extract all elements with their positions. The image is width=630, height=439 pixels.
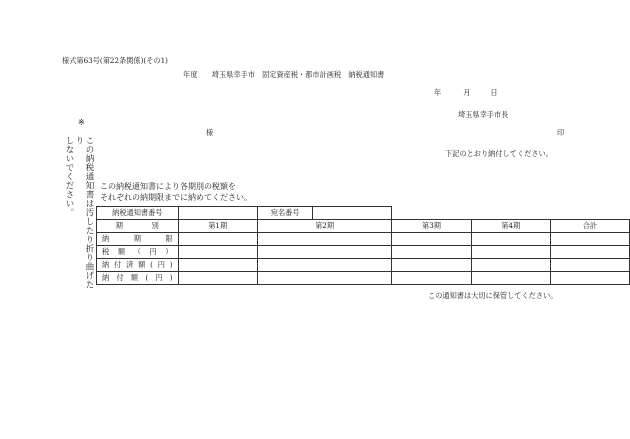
table-cell: [257, 233, 392, 246]
table-cell: [471, 259, 550, 272]
address-number-label: 宛名番号: [257, 207, 313, 220]
payment-notice: 下記のとおり納付してください。: [445, 149, 553, 158]
table-cell: [392, 259, 471, 272]
instructions-line1: この納税通知書により各期別の税額を: [100, 182, 236, 191]
table-cell: [550, 233, 629, 246]
table-cell: [550, 259, 629, 272]
table-cell: [471, 233, 550, 246]
vertical-note-line1: この納税通知書は汚したり折り曲げたり: [74, 136, 94, 289]
document-title: 年度 埼玉県幸手市 固定資産税・都市計画税 納税通知書: [183, 70, 385, 79]
table-row: [97, 259, 630, 272]
table-cell: [471, 246, 550, 259]
date-year: 年: [434, 88, 442, 97]
vertical-note-line2: しないでください。: [64, 136, 74, 217]
table-cell: [471, 272, 550, 285]
column-header-3: 第3期: [392, 220, 471, 233]
table-cell: [392, 233, 471, 246]
footer-note: この通知書は大切に保管してください。: [428, 291, 558, 300]
table-cell: [550, 272, 629, 285]
column-header-row: [97, 220, 630, 233]
column-header-total: 合計: [550, 220, 629, 233]
column-header-period: 期 別: [97, 220, 179, 233]
header-blank: [392, 207, 630, 220]
table-cell: [392, 272, 471, 285]
table-cell: [257, 246, 392, 259]
table-row: [97, 272, 630, 285]
column-header-2: 第2期: [257, 220, 392, 233]
issuer-name: 埼玉県幸手市長: [458, 110, 509, 119]
table-cell: [178, 272, 257, 285]
form-number: 様式第63号(第22条関係)(その1): [62, 56, 168, 65]
note-mark: ※: [78, 118, 85, 127]
date-line: [434, 88, 498, 97]
table-row: [97, 233, 630, 246]
date-day: 日: [490, 88, 498, 97]
tax-table: [96, 206, 630, 285]
notice-number-label: 納税通知書番号: [97, 207, 179, 220]
row-label-payment-amount: 納付額(円): [97, 272, 179, 285]
table-row: [97, 246, 630, 259]
row-label-tax-amount: 税額（円）: [97, 246, 179, 259]
column-header-4: 第4期: [471, 220, 550, 233]
table-cell: [392, 246, 471, 259]
table-cell: [257, 259, 392, 272]
table-cell: [178, 246, 257, 259]
column-header-1: 第1期: [178, 220, 257, 233]
address-number-value: [313, 207, 392, 220]
addressee-suffix: 様: [206, 128, 214, 137]
table-cell: [257, 272, 392, 285]
row-label-paid-amount: 納付済額(円): [97, 259, 179, 272]
notice-number-value: [178, 207, 257, 220]
notice-number-row: [97, 207, 630, 220]
seal-mark: 印: [557, 128, 565, 137]
table-cell: [178, 259, 257, 272]
table-cell: [178, 233, 257, 246]
row-label-due-date: 納期限: [97, 233, 179, 246]
vertical-note: [64, 136, 94, 296]
date-month: 月: [463, 88, 471, 97]
table-cell: [550, 246, 629, 259]
instructions-line2: それぞれの納期限までに納めてください。: [100, 193, 252, 202]
